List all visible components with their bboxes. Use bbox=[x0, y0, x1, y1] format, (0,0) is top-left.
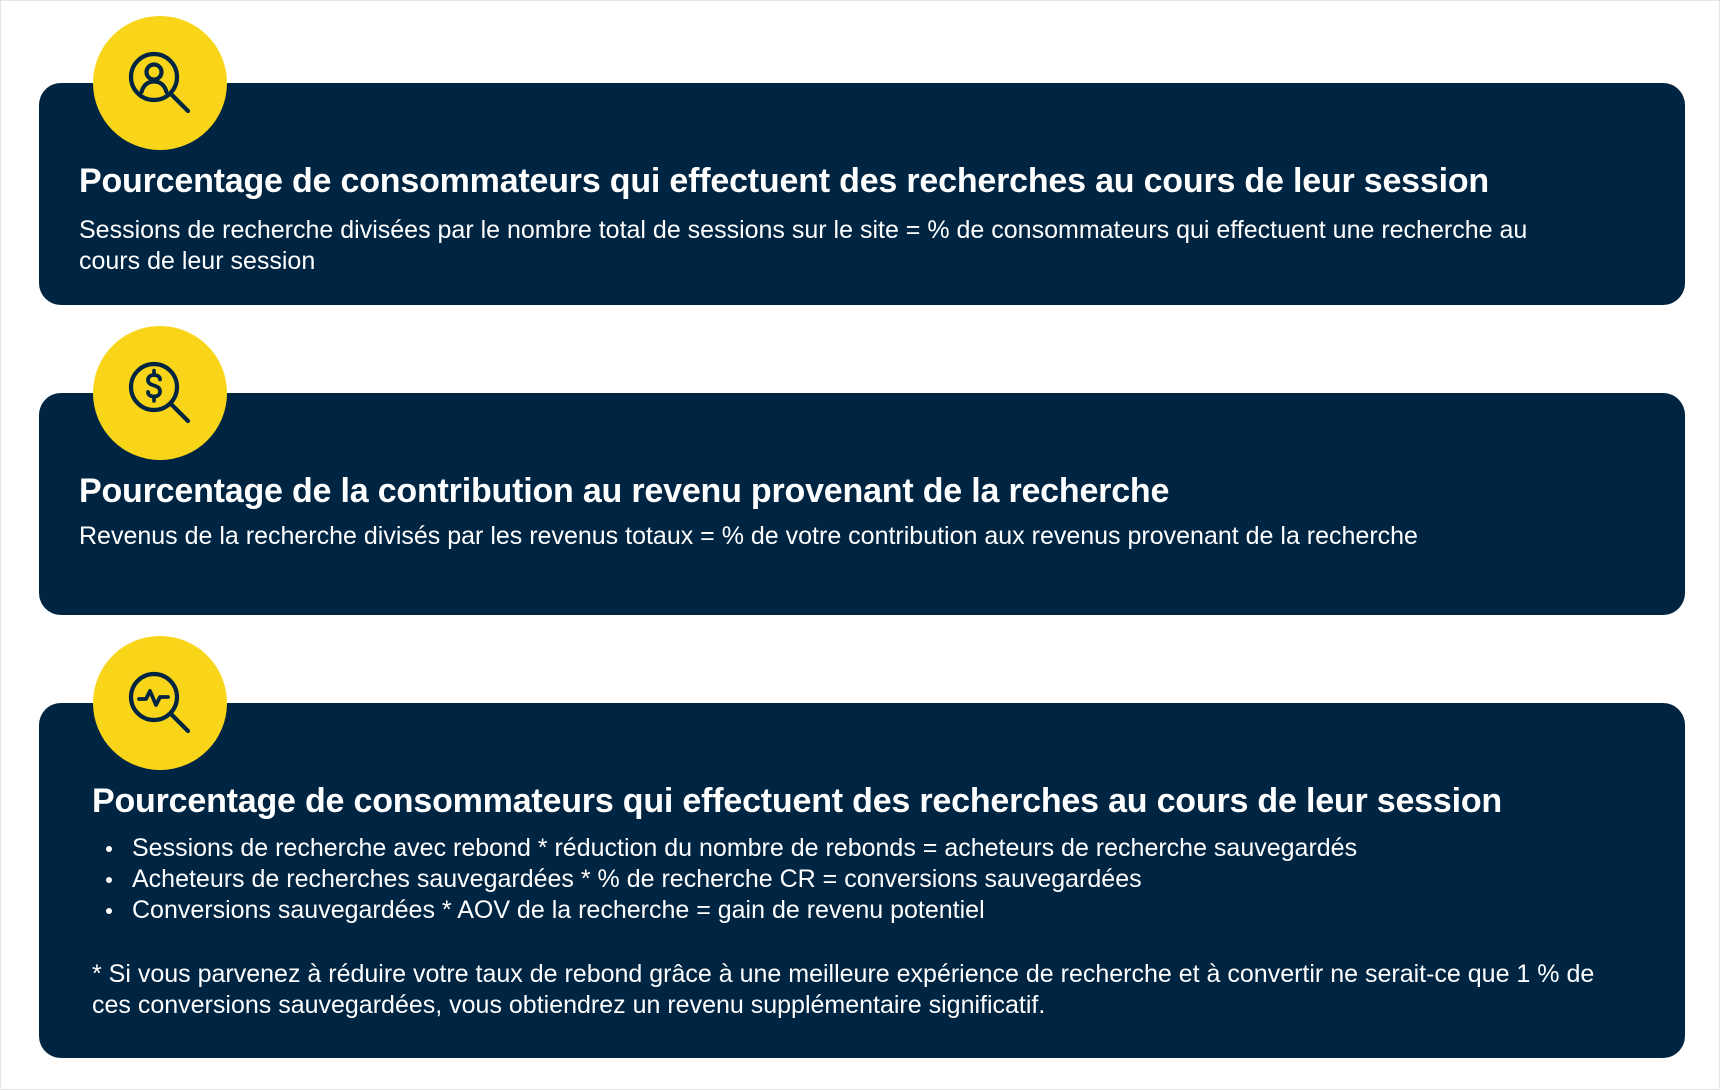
footnote: * Si vous parvenez à réduire votre taux de rebond grâce à une meilleure expérience de recherche et à convertir ne serait-ce que 1 % de ces conversions sauvegardées, vous obtiendrez un revenu supplémentaire significatif. bbox=[92, 960, 1595, 1019]
list-item bbox=[92, 864, 1357, 895]
metric-card-search-sessions bbox=[39, 83, 1685, 305]
metric-card-revenue-contribution bbox=[39, 393, 1685, 615]
list-item bbox=[92, 895, 1357, 926]
search-user-icon bbox=[126, 49, 194, 117]
card-title: Pourcentage de consommateurs qui effectuent des recherches au cours de leur session bbox=[92, 782, 1502, 820]
card-description: Sessions de recherche divisées par le nombre total de sessions sur le site = % de consommateurs qui effectuent une recherche au cours de leur session bbox=[79, 216, 1528, 275]
icon-badge bbox=[93, 326, 227, 460]
list-item-text: Conversions sauvegardées * AOV de la recherche = gain de revenu potentiel bbox=[132, 896, 985, 924]
list-item-text: Sessions de recherche avec rebond * réduction du nombre de rebonds = acheteurs de recherche sauvegardés bbox=[132, 834, 1358, 862]
metric-card-revenue-gain bbox=[39, 703, 1685, 1058]
bullet-dot bbox=[106, 877, 112, 883]
card-title: Pourcentage de consommateurs qui effectuent des recherches au cours de leur session bbox=[79, 162, 1489, 200]
search-pulse-icon bbox=[126, 669, 194, 737]
card-title: Pourcentage de la contribution au revenu provenant de la recherche bbox=[79, 472, 1170, 510]
list-item-text: Acheteurs de recherches sauvegardées * % de recherche CR = conversions sauvegardées bbox=[132, 865, 1142, 893]
search-dollar-icon bbox=[126, 359, 194, 427]
bullet-dot bbox=[106, 846, 112, 852]
card-description: Revenus de la recherche divisés par les revenus totaux = % de votre contribution aux revenus provenant de la recherche bbox=[79, 522, 1418, 550]
list-item bbox=[92, 833, 1357, 864]
icon-badge bbox=[93, 636, 227, 770]
bullet-dot bbox=[106, 908, 112, 914]
formula-list bbox=[92, 833, 1357, 926]
icon-badge bbox=[93, 16, 227, 150]
